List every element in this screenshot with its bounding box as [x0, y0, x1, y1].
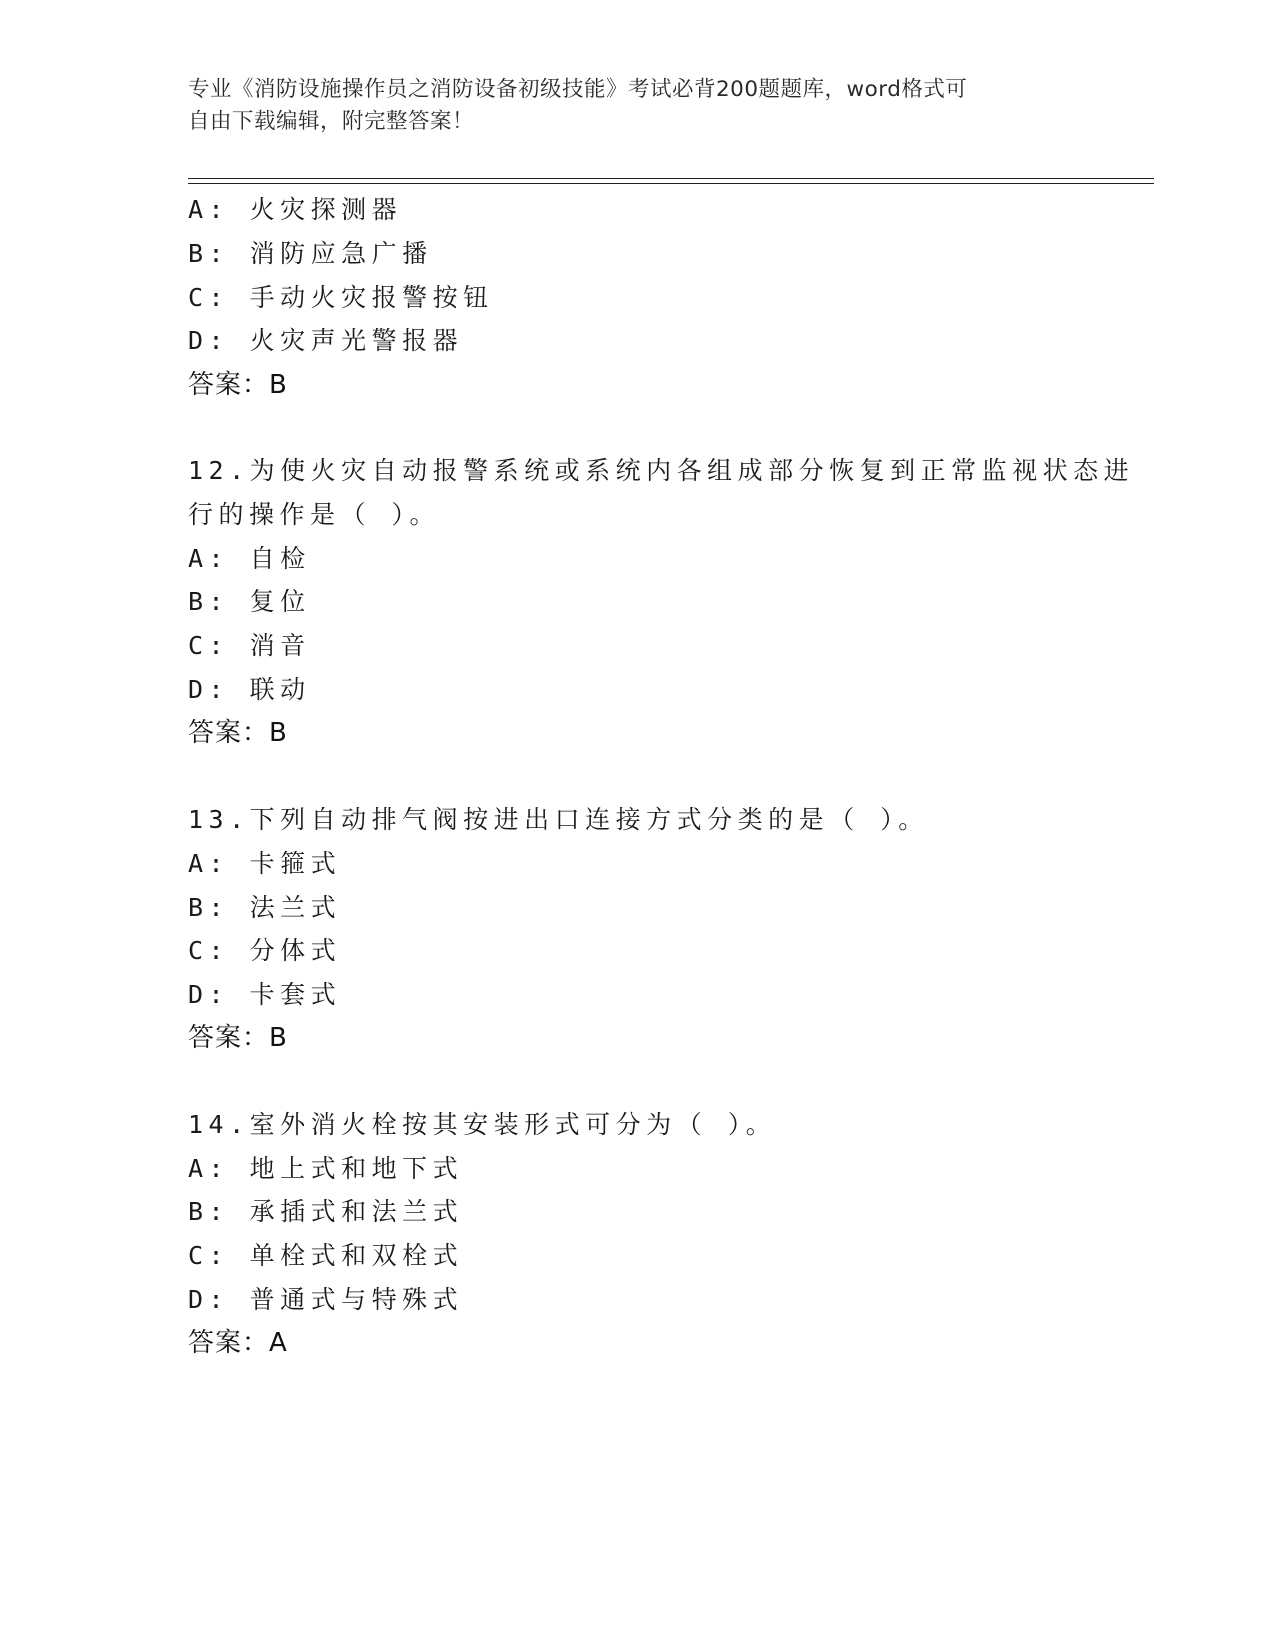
option-c: C: 消音 — [188, 631, 311, 660]
question-stem: 12.为使火灾自动报警系统或系统内各组成部分恢复到正常监视状态进 — [188, 456, 1135, 485]
question-stem-continued: 行的操作是（ ）。 — [188, 500, 441, 529]
option-a: A: 地上式和地下式 — [188, 1154, 464, 1183]
option-a: A: 卡箍式 — [188, 849, 342, 878]
question-stem: 13.下列自动排气阀按进出口连接方式分类的是（ ）。 — [188, 805, 929, 834]
option-c: C: 分体式 — [188, 936, 342, 965]
option-b: B: 法兰式 — [188, 893, 342, 922]
document-header — [188, 74, 1068, 138]
header-double-rule — [188, 178, 1154, 184]
option-a: A: 火灾探测器 — [188, 195, 403, 224]
header-line-1: 专业《消防设施操作员之消防设备初级技能》考试必背200题题库，word格式可 — [188, 77, 968, 102]
header-line-2: 自由下载编辑，附完整答案！ — [188, 109, 475, 134]
option-b: B: 消防应急广播 — [188, 239, 433, 268]
option-d: D: 联动 — [188, 675, 311, 704]
answer: 答案：B — [188, 1023, 288, 1053]
option-d: D: 普通式与特殊式 — [188, 1285, 464, 1314]
option-a: A: 自检 — [188, 544, 311, 573]
answer: 答案：B — [188, 718, 288, 748]
option-b: B: 承插式和法兰式 — [188, 1197, 464, 1226]
option-d: D: 火灾声光警报器 — [188, 326, 464, 355]
option-c: C: 单栓式和双栓式 — [188, 1241, 464, 1270]
answer: 答案：B — [188, 370, 288, 400]
option-c: C: 手动火灾报警按钮 — [188, 283, 494, 312]
option-d: D: 卡套式 — [188, 980, 342, 1009]
option-b: B: 复位 — [188, 587, 311, 616]
answer: 答案：A — [188, 1328, 288, 1358]
question-stem: 14.室外消火栓按其安装形式可分为（ ）。 — [188, 1110, 777, 1139]
